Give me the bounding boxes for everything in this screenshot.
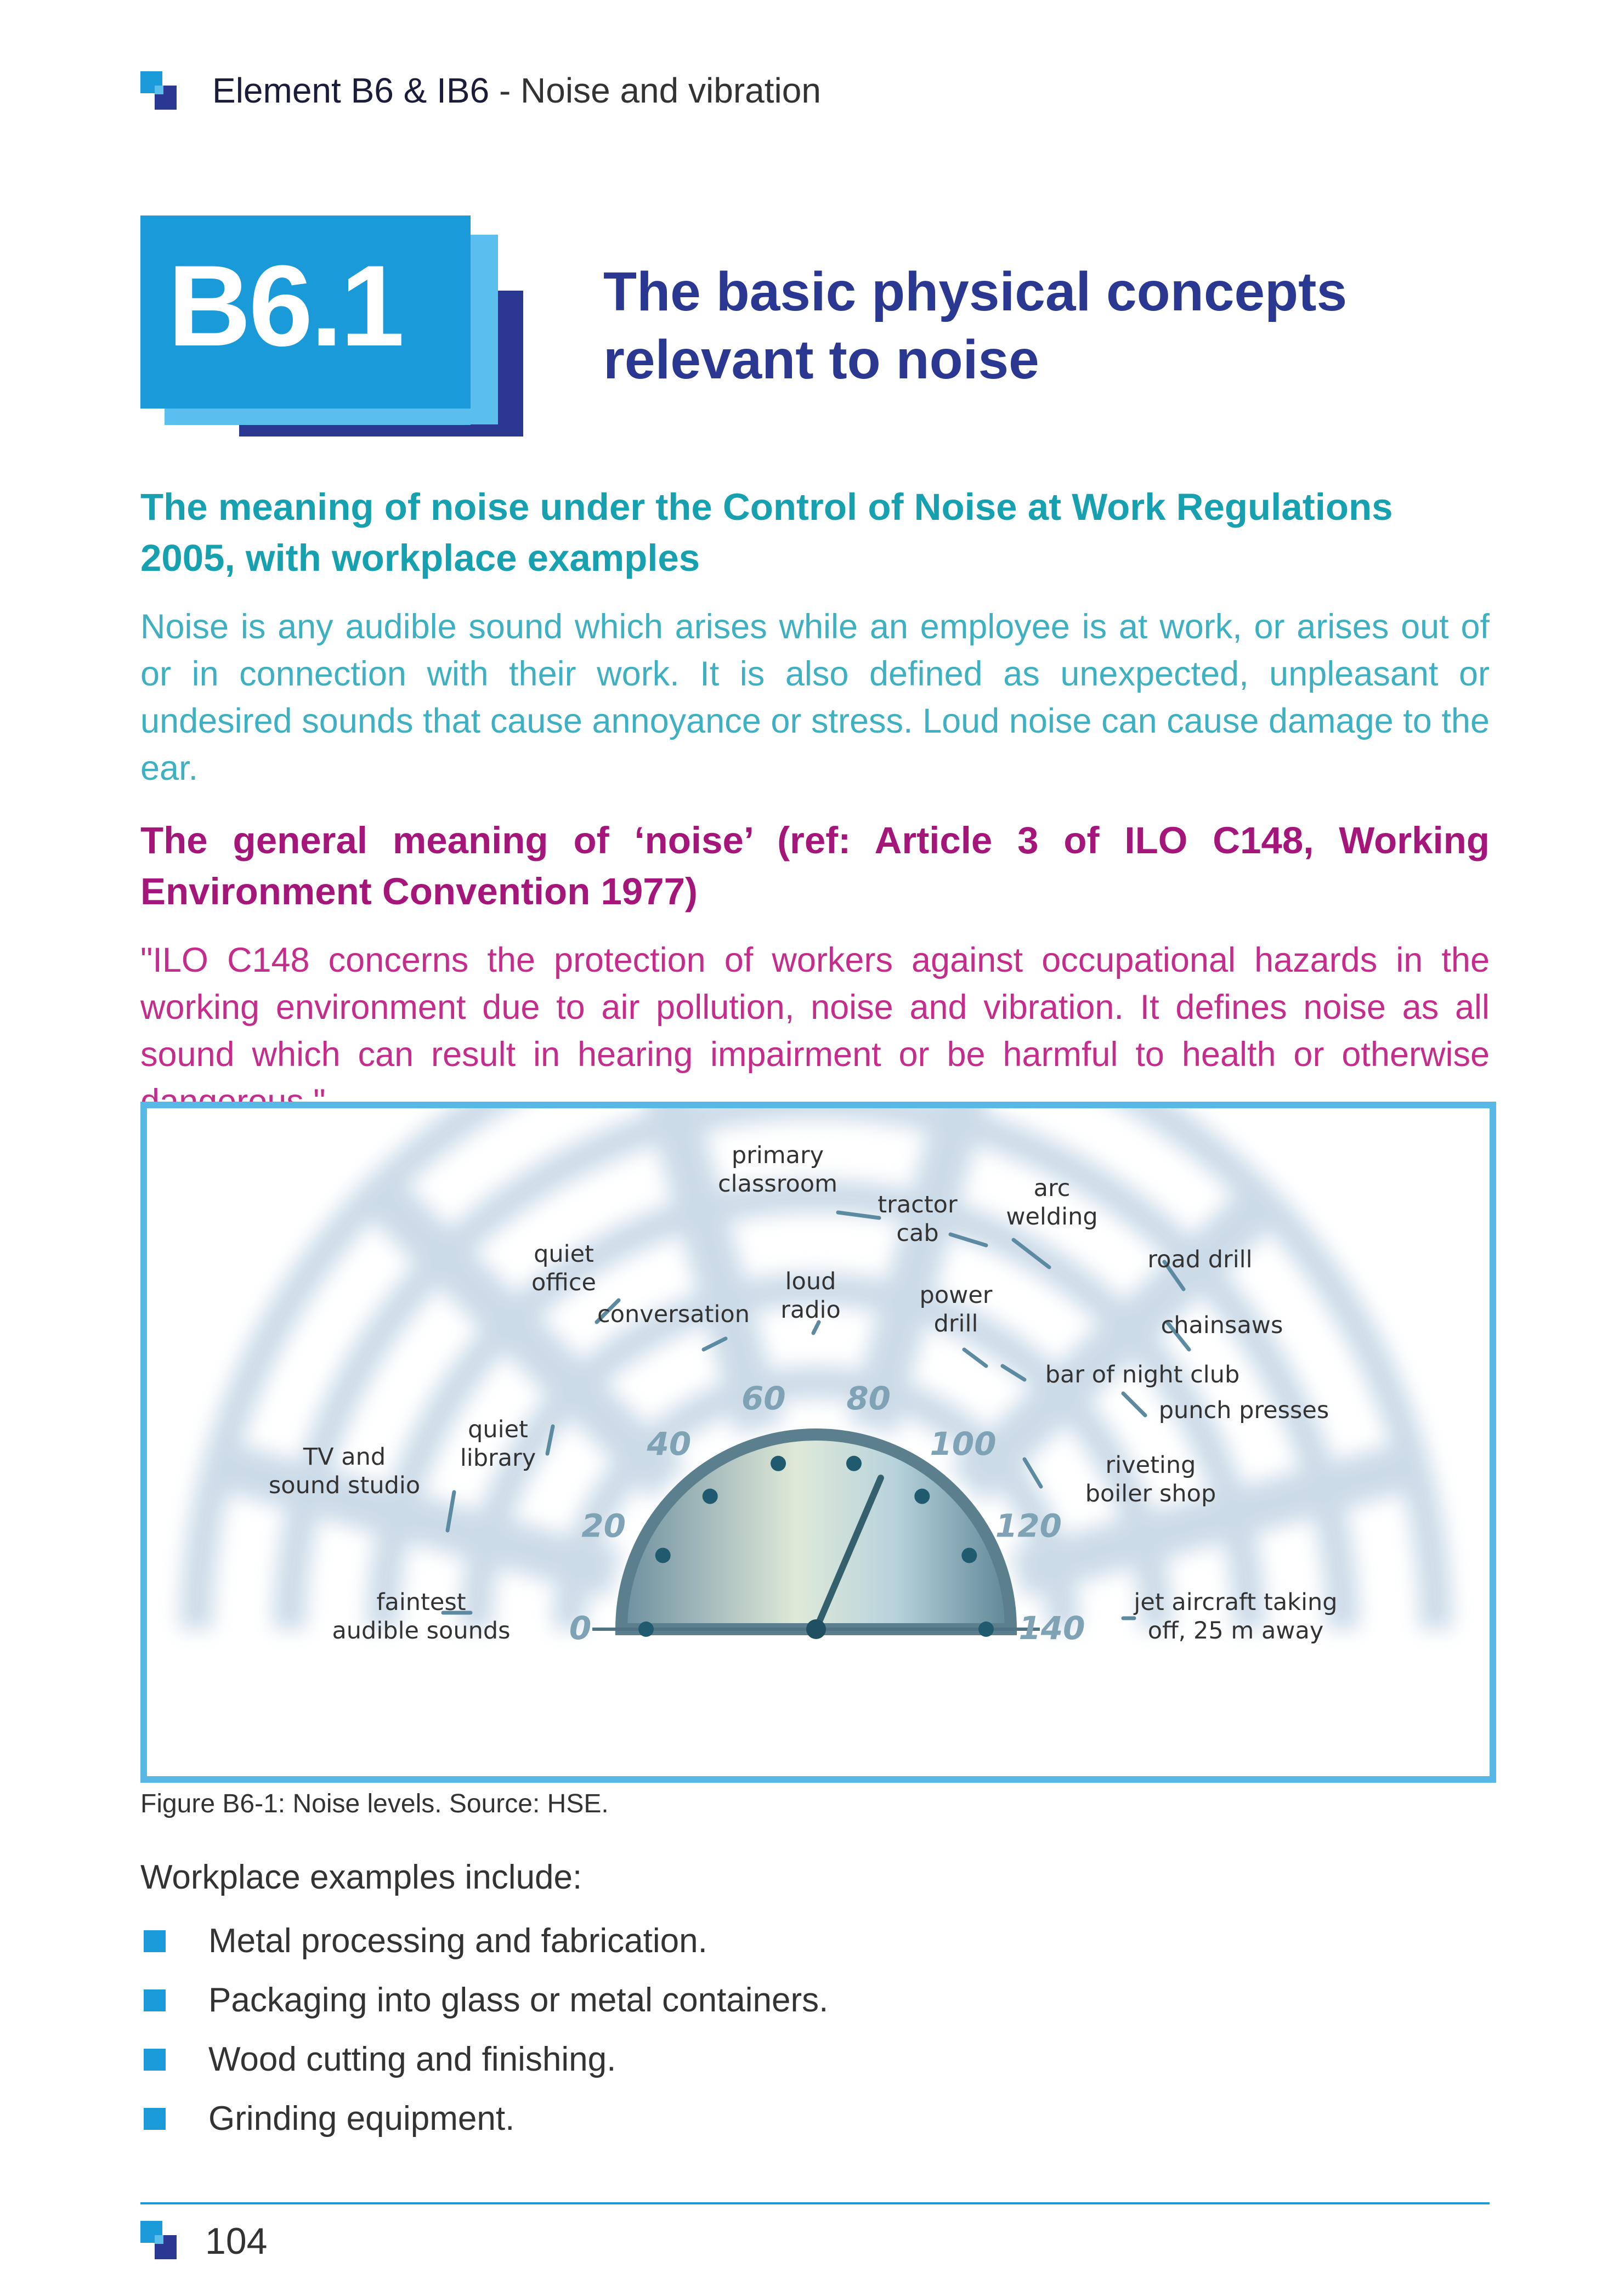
gauge-tick-label: 120 xyxy=(995,1507,1062,1545)
gauge-dot xyxy=(961,1547,977,1563)
label-tv: TV and sound studio xyxy=(268,1443,421,1499)
square-bullet-icon xyxy=(144,2049,166,2071)
header-element-label: Element B6 & IB6 xyxy=(212,71,490,110)
label-loud-radio: loud radio xyxy=(780,1268,841,1324)
gauge-tick-label: 0 xyxy=(569,1609,592,1647)
label-bar-night-club: bar of night club xyxy=(1045,1361,1240,1388)
section-code: B6.1 xyxy=(168,241,403,370)
list-item: Wood cutting and finishing. xyxy=(140,2038,828,2097)
section-code-accent xyxy=(471,235,498,424)
square-bullet-icon xyxy=(144,1989,166,2011)
gauge-tick-label: 100 xyxy=(930,1425,997,1462)
label-primary-classroom: primary classroom xyxy=(718,1142,837,1198)
header-separator: - xyxy=(489,71,521,110)
label-punch-presses: punch presses xyxy=(1158,1397,1329,1424)
label-arc-welding: arc welding xyxy=(1006,1175,1098,1231)
label-quiet-office: quiet office xyxy=(531,1240,596,1296)
page-number: 104 xyxy=(205,2220,268,2262)
gauge-tick-label: 40 xyxy=(647,1425,692,1462)
figure-caption: Figure B6-1: Noise levels. Source: HSE. xyxy=(140,1789,609,1818)
label-conversation: conversation xyxy=(597,1301,750,1328)
running-header xyxy=(212,70,821,111)
stacked-squares-icon xyxy=(140,71,177,110)
gauge-dot xyxy=(771,1456,786,1471)
label-quiet-library: quiet library xyxy=(460,1416,536,1472)
label-power-drill: power drill xyxy=(919,1282,993,1337)
section-code-box xyxy=(140,216,471,409)
gauge-tick-label: 20 xyxy=(581,1507,626,1545)
footer-rule xyxy=(140,2202,1490,2204)
label-faintest: faintest audible sounds xyxy=(332,1589,511,1645)
paragraph-noise-definition: Noise is any audible sound which arises while an employee is at work, or arises out of or in connection with their work. It is also defined as unexpected, unpleasant or undesired sounds that cause annoyance or stress. Loud noise can cause damage to the ear. xyxy=(140,608,1490,787)
gauge-dot xyxy=(978,1622,994,1637)
examples-list xyxy=(140,1919,828,2156)
header-subtitle: Noise and vibration xyxy=(520,71,821,110)
label-jet: jet aircraft taking off, 25 m away xyxy=(1134,1589,1338,1645)
list-item: Packaging into glass or metal containers. xyxy=(140,1978,828,2038)
paragraph-ilo-quote: "ILO C148 concerns the protection of workers against occupational hazards in the working environment due to air pollution, noise and vibration. It defines noise as all sound which can result in hearing impairment or be harmful to health or otherwise xyxy=(140,941,1490,1074)
heading-noise-regulations: The meaning of noise under the Control of Noise at Work Regulations 2005, with workplace examples xyxy=(140,486,1393,579)
gauge-tick-label: 140 xyxy=(1018,1609,1085,1647)
label-riveting: riveting boiler shop xyxy=(1085,1452,1216,1507)
stacked-squares-icon xyxy=(140,2221,177,2259)
square-bullet-icon xyxy=(144,2108,166,2130)
section-title: The basic physical concepts relevant to noise xyxy=(603,261,1348,390)
noise-gauge-diagram xyxy=(147,1108,1490,1776)
list-item: Grinding equipment. xyxy=(140,2097,828,2156)
list-item: Metal processing and fabrication. xyxy=(140,1919,828,1978)
label-tractor-cab: tractor cab xyxy=(878,1191,958,1247)
examples-intro: Workplace examples include: xyxy=(140,1858,582,1896)
gauge-dot xyxy=(655,1547,671,1563)
gauge-dot xyxy=(846,1456,862,1471)
gauge-dot xyxy=(914,1489,930,1504)
noise-levels-figure xyxy=(140,1102,1496,1783)
label-chainsaws: chainsaws xyxy=(1161,1312,1283,1339)
gauge-tick-label: 60 xyxy=(741,1379,786,1417)
heading-ilo-meaning: The general meaning of ‘noise’ (ref: Article 3 of ILO C148, Working Environment Convention 1977) xyxy=(140,819,1490,912)
gauge-dot xyxy=(703,1489,718,1504)
gauge-tick-label: 80 xyxy=(846,1379,891,1417)
label-road-drill: road drill xyxy=(1147,1246,1253,1273)
section-code-accent-bottom xyxy=(165,409,471,425)
gauge-dot xyxy=(638,1622,654,1637)
square-bullet-icon xyxy=(144,1930,166,1952)
